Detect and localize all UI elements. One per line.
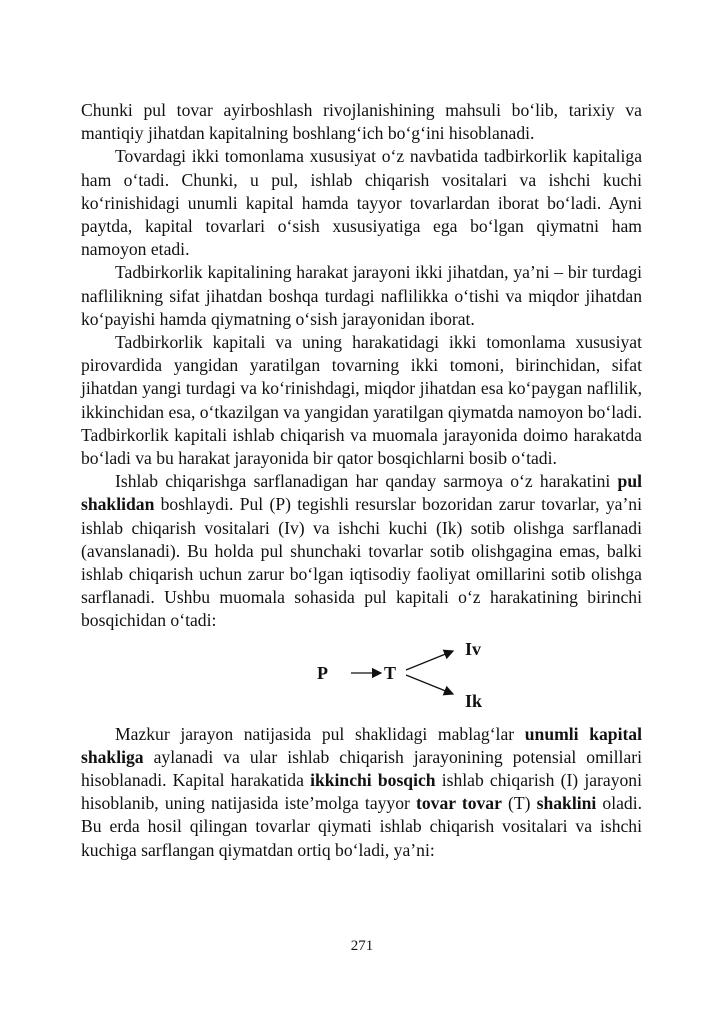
- paragraph-5-text-c: boshlaydi. Pul (P) tegishli resurslar bozoridan zarur tovarlar, ya’ni ishlab chiqarish vositalari (Iv) va ishchi kuchi (Ik) sotib olishga sarflanadi (avanslanadi). Bu holda pul shunchaki tovarlar sotib olishgagina emas, balki ishlab chiqarish uchun zarur bo‘lgan iqtisodiy faoliyat omillarini sotib olishga sarflanadi. Ushbu muomala sohasida pul kapitali o‘z harakatining birinchi bosqichidan o‘tadi:: [81, 494, 642, 631]
- paragraph-5-bold-pul-shaklidan: pul shaklidan: [81, 471, 642, 515]
- page-number: 271: [350, 938, 374, 954]
- paragraph-1: Chunki pul tovar ayirboshlash rivojlanishining mahsuli bo‘lib, tarixiy va mantiqiy jihatdan kapitalning boshlang‘ich bo‘g‘ini hisoblanadi.: [81, 100, 642, 144]
- paragraph-6-bold-tovar-tovar: tovar tovar: [416, 793, 502, 814]
- paragraph-6-bold-ikkinchi-bosqich: ikkinchi bosqich: [310, 770, 436, 791]
- capital-flow-diagram: [81, 637, 642, 723]
- diagram-label-t: T: [384, 662, 397, 683]
- paragraph-5-text-a: Ishlab chiqarishga sarflanadigan har qanday sarmoya o‘z harakatini: [115, 471, 618, 492]
- arrow-t-to-iv: [406, 651, 453, 670]
- paragraph-6-text-g: (T): [501, 793, 537, 814]
- arrow-t-to-ik: [406, 675, 453, 694]
- paragraph-6-text-c: aylanadi va ular ishlab chiqarish jarayonining potensial omillari hisoblanadi. Kapital harakatida: [81, 746, 642, 791]
- diagram-label-ik: Ik: [465, 690, 483, 711]
- paragraph-6: [81, 723, 642, 862]
- paragraph-6-bold-unumli-kapital: unumli kapital shakliga: [81, 723, 642, 767]
- paragraph-4: Tadbirkorlik kapitali va uning harakatidagi ikki tomonlama xususiyat pirovardida yangidan yaratilgan tovarning ikki tomoni, birinchidan, sifat jihatdan yangi turdagi va ko‘rinishdagi, miqdor jihatdan esa ko‘paygan naflilik, ikkinchidan esa, o‘tkazilgan va yangidan yaratilgan qiymatda namoyon bo‘ladi. Tadbirkorlik kapitali ishlab chiqarish va muomala jarayonida doimo harakatda bo‘ladi va bu harakat jarayonida bir qator bosqichlarni bosib o‘tadi.: [81, 332, 642, 469]
- paragraph-6-text-e: ishlab chiqarish (I) jarayoni hisoblanib, uning natijasida iste’molga tayyor: [81, 770, 642, 814]
- diagram-label-iv: Iv: [465, 638, 482, 659]
- paragraph-6-text-i: oladi. Bu erda hosil qilingan tovarlar qiymati ishlab chiqarish vositalari va ishchi kuchiga sarflangan qiymatdan ortiq bo‘ladi, ya’ni:: [81, 793, 642, 860]
- paragraph-5: [81, 470, 642, 632]
- page-body: [81, 99, 642, 862]
- diagram-arrows: [81, 637, 642, 723]
- paragraph-6-bold-shaklini: shaklini: [536, 793, 597, 814]
- paragraph-2: Tovardagi ikki tomonlama xususiyat o‘z navbatida tadbirkorlik kapitaliga ham o‘tadi. Chunki, u pul, ishlab chiqarish vositalari va ishchi kuchi ko‘rinishidagi unumli kapital hamda tayyor tovarlardan iborat bo‘ladi. Ayni paytda, kapital tovarlari o‘sish xususiyatiga ega bo‘lgan qiymatni ham namoyon etadi.: [81, 146, 642, 260]
- diagram-label-p: P: [317, 662, 328, 683]
- paragraph-6-text-a: Mazkur jarayon natijasida pul shaklidagi mablag‘lar: [115, 723, 525, 744]
- paragraph-3: Tadbirkorlik kapitalining harakat jarayoni ikki jihatdan, ya’ni – bir turdagi naflilikning sifat jihatdan boshqa turdagi naflilikka o‘tishi va miqdor jihatdan ko‘payishi hamda qiymatning o‘sish jarayonidan iborat.: [81, 262, 642, 329]
